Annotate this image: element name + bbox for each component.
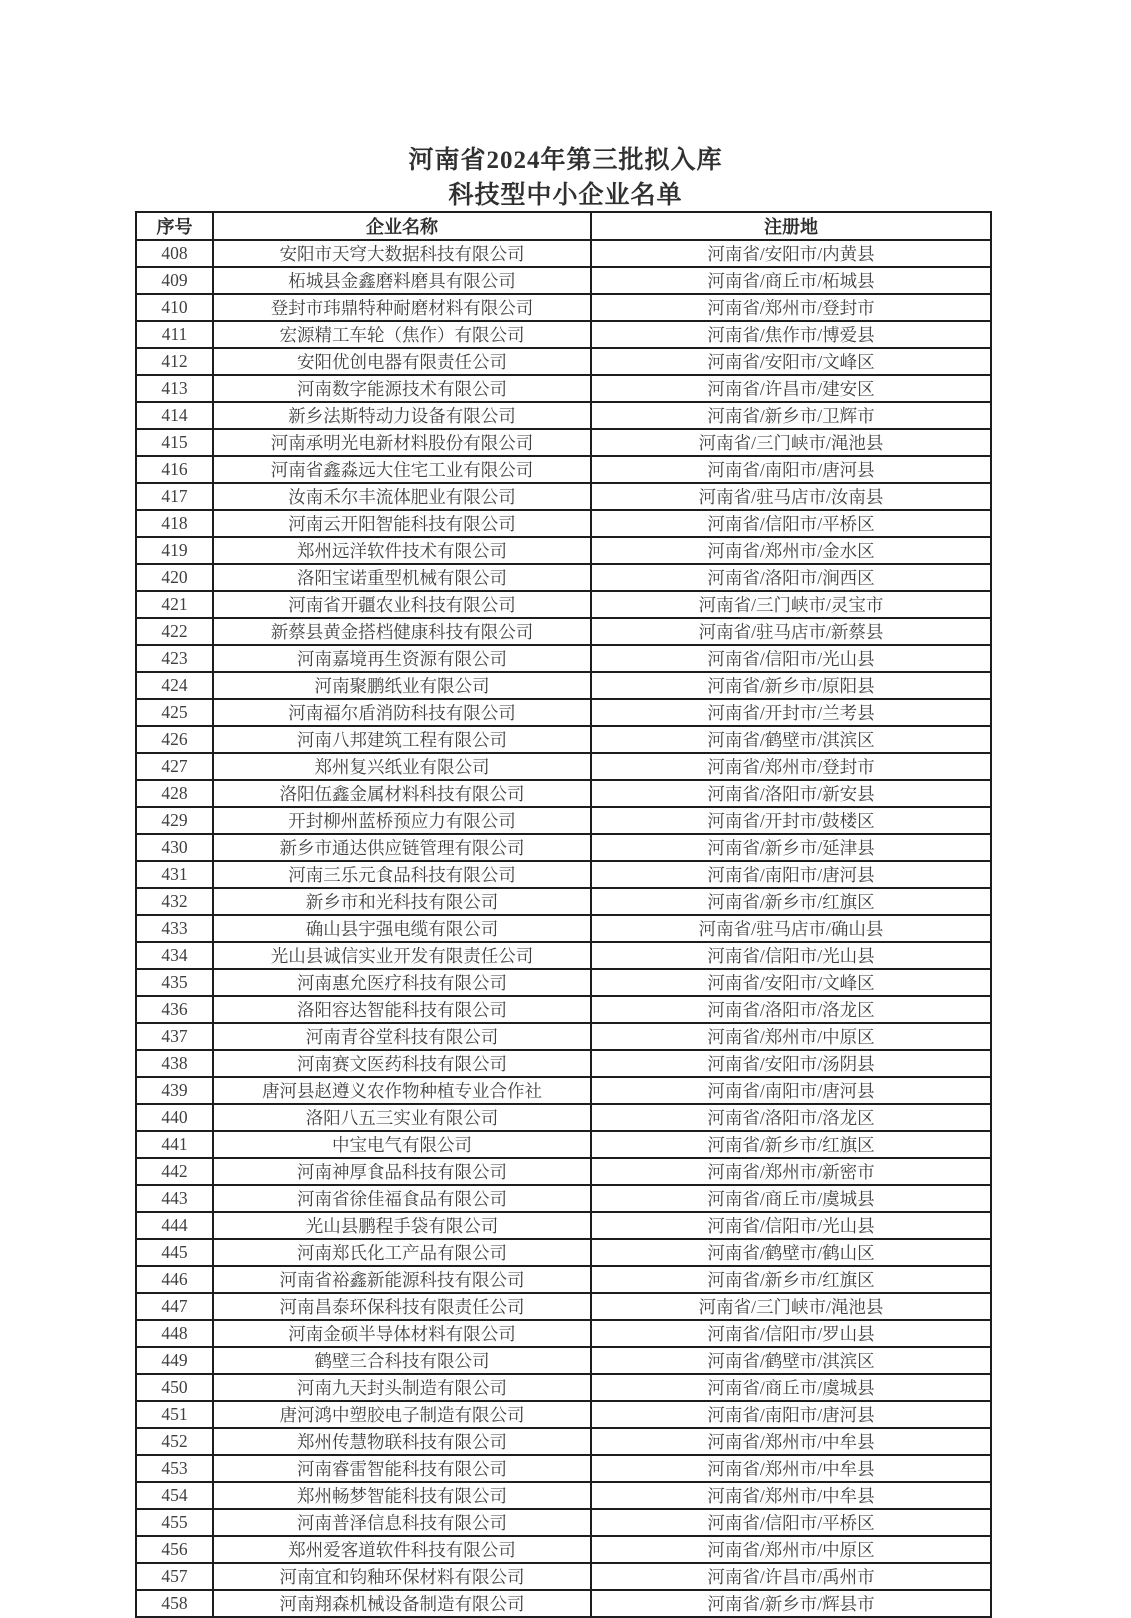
row-registration-place: 河南省/南阳市/唐河县 bbox=[591, 1077, 991, 1104]
row-company-name: 洛阳伍鑫金属材料科技有限公司 bbox=[213, 780, 591, 807]
row-company-name: 河南翔森机械设备制造有限公司 bbox=[213, 1590, 591, 1617]
table-row bbox=[136, 294, 991, 321]
row-registration-place: 河南省/洛阳市/涧西区 bbox=[591, 564, 991, 591]
row-registration-place: 河南省/三门峡市/渑池县 bbox=[591, 429, 991, 456]
row-company-name: 唐河县赵遵义农作物种植专业合作社 bbox=[213, 1077, 591, 1104]
table-row bbox=[136, 996, 991, 1023]
row-company-name: 河南金硕半导体材料有限公司 bbox=[213, 1320, 591, 1347]
table-row bbox=[136, 1131, 991, 1158]
row-registration-place: 河南省/开封市/兰考县 bbox=[591, 699, 991, 726]
row-registration-place: 河南省/郑州市/中牟县 bbox=[591, 1455, 991, 1482]
row-serial-number: 454 bbox=[136, 1482, 213, 1509]
row-serial-number: 447 bbox=[136, 1293, 213, 1320]
row-serial-number: 434 bbox=[136, 942, 213, 969]
row-serial-number: 437 bbox=[136, 1023, 213, 1050]
table-row bbox=[136, 1401, 991, 1428]
row-serial-number: 419 bbox=[136, 537, 213, 564]
row-company-name: 新乡法斯特动力设备有限公司 bbox=[213, 402, 591, 429]
table-row bbox=[136, 753, 991, 780]
row-company-name: 河南福尔盾消防科技有限公司 bbox=[213, 699, 591, 726]
row-serial-number: 444 bbox=[136, 1212, 213, 1239]
table-row bbox=[136, 1536, 991, 1563]
table-row bbox=[136, 834, 991, 861]
table-header-row bbox=[136, 212, 991, 240]
row-registration-place: 河南省/驻马店市/确山县 bbox=[591, 915, 991, 942]
row-serial-number: 436 bbox=[136, 996, 213, 1023]
table-row bbox=[136, 1347, 991, 1374]
row-company-name: 河南云开阳智能科技有限公司 bbox=[213, 510, 591, 537]
table-row bbox=[136, 240, 991, 267]
table-row bbox=[136, 1050, 991, 1077]
row-registration-place: 河南省/鹤壁市/鹤山区 bbox=[591, 1239, 991, 1266]
table-row bbox=[136, 1104, 991, 1131]
header-serial-number: 序号 bbox=[136, 212, 213, 240]
document-title bbox=[0, 143, 1131, 213]
row-registration-place: 河南省/新乡市/红旗区 bbox=[591, 888, 991, 915]
row-company-name: 河南承明光电新材料股份有限公司 bbox=[213, 429, 591, 456]
table-row bbox=[136, 699, 991, 726]
row-registration-place: 河南省/安阳市/文峰区 bbox=[591, 348, 991, 375]
table-row bbox=[136, 1374, 991, 1401]
row-registration-place: 河南省/新乡市/卫辉市 bbox=[591, 402, 991, 429]
row-serial-number: 441 bbox=[136, 1131, 213, 1158]
row-registration-place: 河南省/安阳市/内黄县 bbox=[591, 240, 991, 267]
row-company-name: 河南昌泰环保科技有限责任公司 bbox=[213, 1293, 591, 1320]
row-serial-number: 411 bbox=[136, 321, 213, 348]
row-registration-place: 河南省/许昌市/建安区 bbox=[591, 375, 991, 402]
row-company-name: 新蔡县黄金搭档健康科技有限公司 bbox=[213, 618, 591, 645]
table-row bbox=[136, 1239, 991, 1266]
table-row bbox=[136, 618, 991, 645]
table-row bbox=[136, 456, 991, 483]
row-company-name: 河南郑氏化工产品有限公司 bbox=[213, 1239, 591, 1266]
row-registration-place: 河南省/郑州市/登封市 bbox=[591, 753, 991, 780]
row-serial-number: 410 bbox=[136, 294, 213, 321]
row-registration-place: 河南省/信阳市/平桥区 bbox=[591, 1509, 991, 1536]
row-company-name: 河南三乐元食品科技有限公司 bbox=[213, 861, 591, 888]
row-serial-number: 430 bbox=[136, 834, 213, 861]
row-serial-number: 457 bbox=[136, 1563, 213, 1590]
header-registration-place: 注册地 bbox=[591, 212, 991, 240]
table-row bbox=[136, 1023, 991, 1050]
row-company-name: 洛阳容达智能科技有限公司 bbox=[213, 996, 591, 1023]
row-company-name: 河南神厚食品科技有限公司 bbox=[213, 1158, 591, 1185]
row-serial-number: 435 bbox=[136, 969, 213, 996]
row-serial-number: 432 bbox=[136, 888, 213, 915]
table-row bbox=[136, 537, 991, 564]
row-company-name: 安阳市天穹大数据科技有限公司 bbox=[213, 240, 591, 267]
table-row bbox=[136, 969, 991, 996]
row-company-name: 唐河鸿中塑胶电子制造有限公司 bbox=[213, 1401, 591, 1428]
row-registration-place: 河南省/郑州市/新密市 bbox=[591, 1158, 991, 1185]
table-row bbox=[136, 1590, 991, 1617]
row-registration-place: 河南省/郑州市/金水区 bbox=[591, 537, 991, 564]
row-company-name: 河南普泽信息科技有限公司 bbox=[213, 1509, 591, 1536]
row-serial-number: 427 bbox=[136, 753, 213, 780]
row-serial-number: 438 bbox=[136, 1050, 213, 1077]
row-serial-number: 413 bbox=[136, 375, 213, 402]
row-company-name: 河南嘉境再生资源有限公司 bbox=[213, 645, 591, 672]
row-registration-place: 河南省/开封市/鼓楼区 bbox=[591, 807, 991, 834]
row-company-name: 河南省开疆农业科技有限公司 bbox=[213, 591, 591, 618]
row-company-name: 郑州畅梦智能科技有限公司 bbox=[213, 1482, 591, 1509]
title-line-1: 河南省2024年第三批拟入库 bbox=[408, 147, 723, 174]
table-row bbox=[136, 1077, 991, 1104]
row-company-name: 河南惠允医疗科技有限公司 bbox=[213, 969, 591, 996]
row-company-name: 开封柳州蓝桥预应力有限公司 bbox=[213, 807, 591, 834]
table-row bbox=[136, 645, 991, 672]
table-row bbox=[136, 861, 991, 888]
table-row bbox=[136, 1563, 991, 1590]
row-registration-place: 河南省/商丘市/虞城县 bbox=[591, 1374, 991, 1401]
row-registration-place: 河南省/郑州市/中原区 bbox=[591, 1536, 991, 1563]
table-row bbox=[136, 1158, 991, 1185]
company-table bbox=[135, 211, 992, 1618]
table-row bbox=[136, 348, 991, 375]
row-company-name: 郑州复兴纸业有限公司 bbox=[213, 753, 591, 780]
row-serial-number: 421 bbox=[136, 591, 213, 618]
row-serial-number: 424 bbox=[136, 672, 213, 699]
row-registration-place: 河南省/驻马店市/汝南县 bbox=[591, 483, 991, 510]
row-company-name: 光山县鹏程手袋有限公司 bbox=[213, 1212, 591, 1239]
table-row bbox=[136, 375, 991, 402]
row-company-name: 柘城县金鑫磨料磨具有限公司 bbox=[213, 267, 591, 294]
table-row bbox=[136, 321, 991, 348]
row-company-name: 河南八邦建筑工程有限公司 bbox=[213, 726, 591, 753]
row-registration-place: 河南省/信阳市/平桥区 bbox=[591, 510, 991, 537]
row-serial-number: 408 bbox=[136, 240, 213, 267]
row-registration-place: 河南省/信阳市/罗山县 bbox=[591, 1320, 991, 1347]
table-row bbox=[136, 780, 991, 807]
row-serial-number: 458 bbox=[136, 1590, 213, 1617]
row-serial-number: 425 bbox=[136, 699, 213, 726]
row-serial-number: 451 bbox=[136, 1401, 213, 1428]
row-serial-number: 445 bbox=[136, 1239, 213, 1266]
row-serial-number: 446 bbox=[136, 1266, 213, 1293]
row-registration-place: 河南省/新乡市/原阳县 bbox=[591, 672, 991, 699]
table-row bbox=[136, 807, 991, 834]
row-company-name: 登封市玮鼎特种耐磨材料有限公司 bbox=[213, 294, 591, 321]
row-serial-number: 422 bbox=[136, 618, 213, 645]
row-serial-number: 418 bbox=[136, 510, 213, 537]
row-serial-number: 412 bbox=[136, 348, 213, 375]
row-serial-number: 442 bbox=[136, 1158, 213, 1185]
table-row bbox=[136, 888, 991, 915]
table-row bbox=[136, 672, 991, 699]
row-serial-number: 428 bbox=[136, 780, 213, 807]
row-company-name: 河南青谷堂科技有限公司 bbox=[213, 1023, 591, 1050]
row-serial-number: 453 bbox=[136, 1455, 213, 1482]
row-serial-number: 443 bbox=[136, 1185, 213, 1212]
title-line-2: 科技型中小企业名单 bbox=[448, 182, 683, 209]
row-company-name: 河南九天封头制造有限公司 bbox=[213, 1374, 591, 1401]
row-registration-place: 河南省/鹤壁市/淇滨区 bbox=[591, 726, 991, 753]
table-row bbox=[136, 1455, 991, 1482]
table-row bbox=[136, 1509, 991, 1536]
row-registration-place: 河南省/郑州市/中牟县 bbox=[591, 1428, 991, 1455]
table-row bbox=[136, 1266, 991, 1293]
row-company-name: 新乡市和光科技有限公司 bbox=[213, 888, 591, 915]
table-row bbox=[136, 402, 991, 429]
row-registration-place: 河南省/南阳市/唐河县 bbox=[591, 456, 991, 483]
row-serial-number: 429 bbox=[136, 807, 213, 834]
row-registration-place: 河南省/三门峡市/渑池县 bbox=[591, 1293, 991, 1320]
row-serial-number: 426 bbox=[136, 726, 213, 753]
row-serial-number: 440 bbox=[136, 1104, 213, 1131]
row-serial-number: 450 bbox=[136, 1374, 213, 1401]
row-company-name: 河南聚鹏纸业有限公司 bbox=[213, 672, 591, 699]
table-row bbox=[136, 510, 991, 537]
row-registration-place: 河南省/南阳市/唐河县 bbox=[591, 861, 991, 888]
row-company-name: 安阳优创电器有限责任公司 bbox=[213, 348, 591, 375]
row-serial-number: 448 bbox=[136, 1320, 213, 1347]
row-registration-place: 河南省/郑州市/中牟县 bbox=[591, 1482, 991, 1509]
row-serial-number: 417 bbox=[136, 483, 213, 510]
table-row bbox=[136, 591, 991, 618]
row-serial-number: 415 bbox=[136, 429, 213, 456]
row-company-name: 宏源精工车轮（焦作）有限公司 bbox=[213, 321, 591, 348]
table-row bbox=[136, 429, 991, 456]
row-registration-place: 河南省/新乡市/红旗区 bbox=[591, 1266, 991, 1293]
table-row bbox=[136, 1428, 991, 1455]
row-serial-number: 449 bbox=[136, 1347, 213, 1374]
row-serial-number: 416 bbox=[136, 456, 213, 483]
row-serial-number: 414 bbox=[136, 402, 213, 429]
row-company-name: 郑州远洋软件技术有限公司 bbox=[213, 537, 591, 564]
table-row bbox=[136, 1185, 991, 1212]
row-company-name: 汝南禾尔丰流体肥业有限公司 bbox=[213, 483, 591, 510]
row-registration-place: 河南省/焦作市/博爱县 bbox=[591, 321, 991, 348]
row-company-name: 河南数字能源技术有限公司 bbox=[213, 375, 591, 402]
row-serial-number: 433 bbox=[136, 915, 213, 942]
row-company-name: 新乡市通达供应链管理有限公司 bbox=[213, 834, 591, 861]
table-row bbox=[136, 1482, 991, 1509]
row-registration-place: 河南省/驻马店市/新蔡县 bbox=[591, 618, 991, 645]
row-company-name: 河南省裕鑫新能源科技有限公司 bbox=[213, 1266, 591, 1293]
table-row bbox=[136, 942, 991, 969]
row-serial-number: 423 bbox=[136, 645, 213, 672]
table-row bbox=[136, 1212, 991, 1239]
table-row bbox=[136, 1293, 991, 1320]
row-registration-place: 河南省/信阳市/光山县 bbox=[591, 1212, 991, 1239]
table-row bbox=[136, 726, 991, 753]
row-registration-place: 河南省/商丘市/柘城县 bbox=[591, 267, 991, 294]
row-registration-place: 河南省/洛阳市/洛龙区 bbox=[591, 1104, 991, 1131]
row-registration-place: 河南省/洛阳市/洛龙区 bbox=[591, 996, 991, 1023]
row-serial-number: 420 bbox=[136, 564, 213, 591]
row-company-name: 洛阳宝诺重型机械有限公司 bbox=[213, 564, 591, 591]
row-registration-place: 河南省/商丘市/虞城县 bbox=[591, 1185, 991, 1212]
row-registration-place: 河南省/安阳市/文峰区 bbox=[591, 969, 991, 996]
row-company-name: 河南省鑫淼远大住宅工业有限公司 bbox=[213, 456, 591, 483]
row-registration-place: 河南省/洛阳市/新安县 bbox=[591, 780, 991, 807]
row-company-name: 河南省徐佳福食品有限公司 bbox=[213, 1185, 591, 1212]
row-company-name: 洛阳八五三实业有限公司 bbox=[213, 1104, 591, 1131]
row-registration-place: 河南省/许昌市/禹州市 bbox=[591, 1563, 991, 1590]
row-serial-number: 431 bbox=[136, 861, 213, 888]
row-registration-place: 河南省/信阳市/光山县 bbox=[591, 645, 991, 672]
row-registration-place: 河南省/信阳市/光山县 bbox=[591, 942, 991, 969]
row-company-name: 中宝电气有限公司 bbox=[213, 1131, 591, 1158]
row-registration-place: 河南省/南阳市/唐河县 bbox=[591, 1401, 991, 1428]
table-body bbox=[136, 240, 991, 1617]
row-registration-place: 河南省/新乡市/红旗区 bbox=[591, 1131, 991, 1158]
row-serial-number: 455 bbox=[136, 1509, 213, 1536]
row-company-name: 河南宜和钧釉环保材料有限公司 bbox=[213, 1563, 591, 1590]
row-serial-number: 456 bbox=[136, 1536, 213, 1563]
row-serial-number: 409 bbox=[136, 267, 213, 294]
table-row bbox=[136, 1320, 991, 1347]
row-registration-place: 河南省/新乡市/延津县 bbox=[591, 834, 991, 861]
header-company-name: 企业名称 bbox=[213, 212, 591, 240]
row-serial-number: 452 bbox=[136, 1428, 213, 1455]
row-registration-place: 河南省/安阳市/汤阴县 bbox=[591, 1050, 991, 1077]
row-registration-place: 河南省/新乡市/辉县市 bbox=[591, 1590, 991, 1617]
row-company-name: 鹤壁三合科技有限公司 bbox=[213, 1347, 591, 1374]
table-row bbox=[136, 564, 991, 591]
table-row bbox=[136, 483, 991, 510]
row-registration-place: 河南省/郑州市/登封市 bbox=[591, 294, 991, 321]
row-serial-number: 439 bbox=[136, 1077, 213, 1104]
table-row bbox=[136, 267, 991, 294]
row-registration-place: 河南省/鹤壁市/淇滨区 bbox=[591, 1347, 991, 1374]
row-registration-place: 河南省/三门峡市/灵宝市 bbox=[591, 591, 991, 618]
row-company-name: 河南睿雷智能科技有限公司 bbox=[213, 1455, 591, 1482]
row-company-name: 郑州爱客道软件科技有限公司 bbox=[213, 1536, 591, 1563]
row-registration-place: 河南省/郑州市/中原区 bbox=[591, 1023, 991, 1050]
table-row bbox=[136, 915, 991, 942]
row-company-name: 郑州传慧物联科技有限公司 bbox=[213, 1428, 591, 1455]
row-company-name: 河南赛文医药科技有限公司 bbox=[213, 1050, 591, 1077]
row-company-name: 光山县诚信实业开发有限责任公司 bbox=[213, 942, 591, 969]
row-company-name: 确山县宇强电缆有限公司 bbox=[213, 915, 591, 942]
